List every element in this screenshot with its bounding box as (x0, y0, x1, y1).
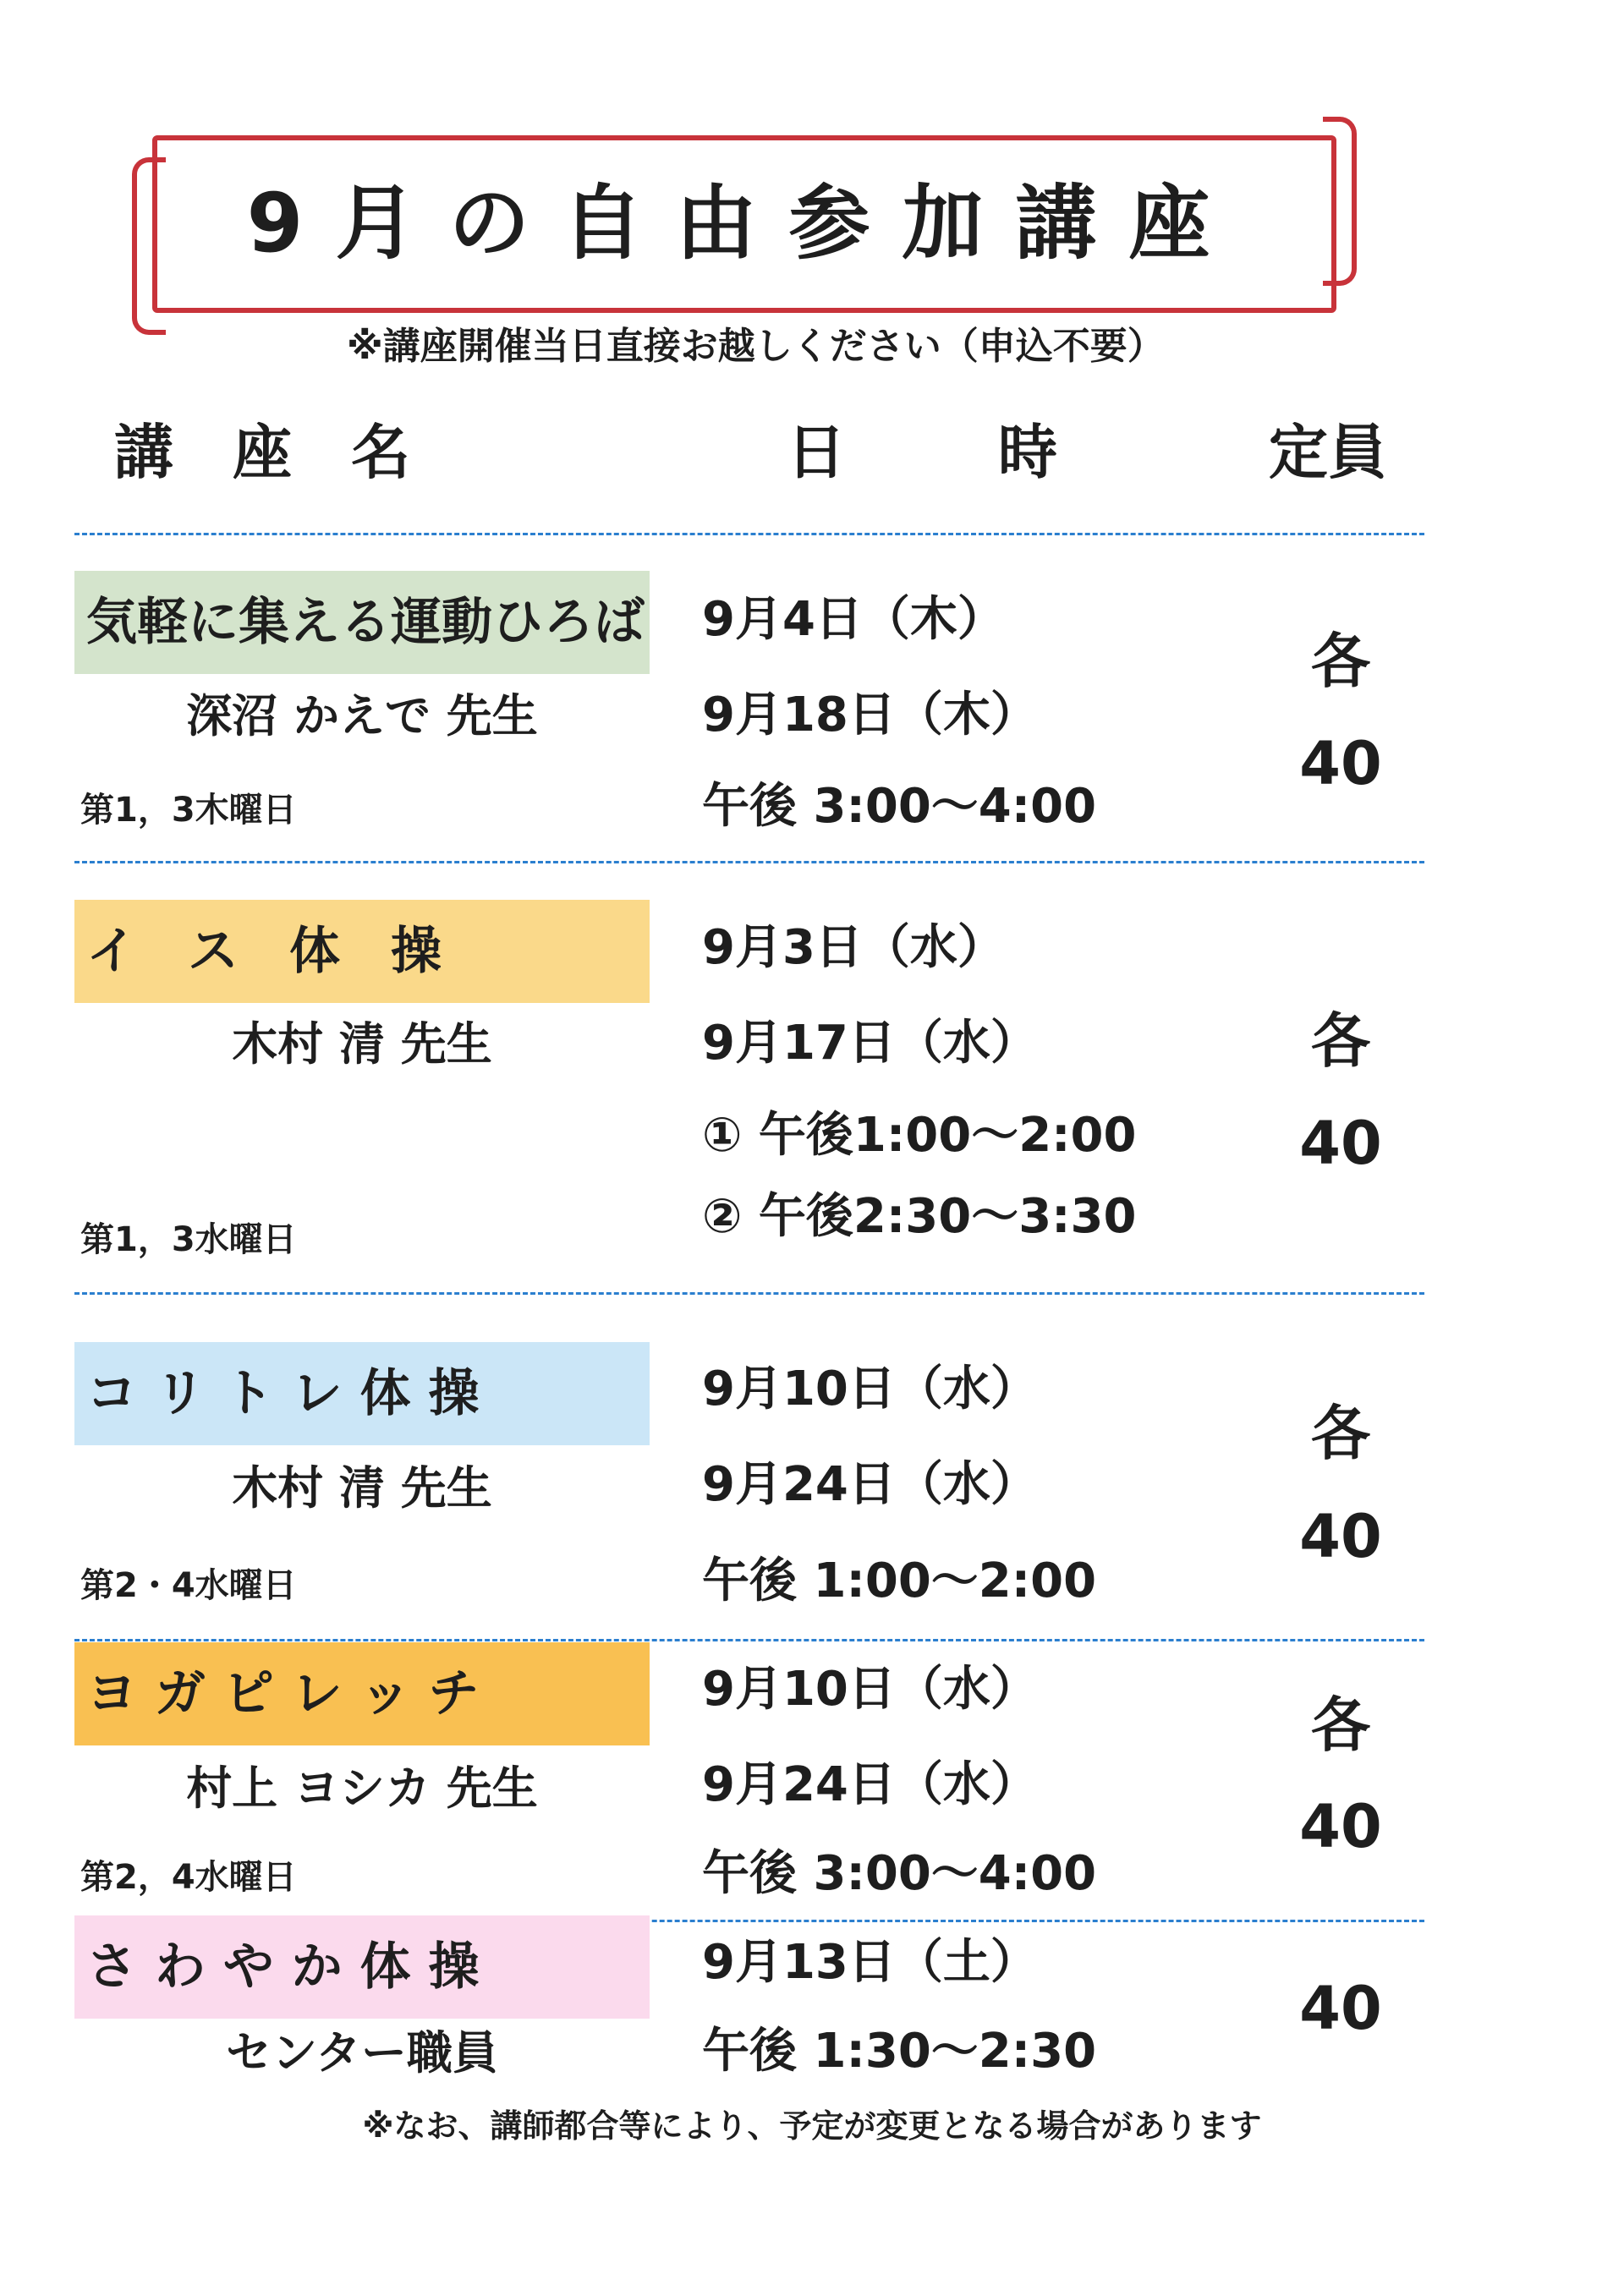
divider (74, 1639, 1424, 1641)
course-time: 午後 1:00〜2:00 (702, 1553, 1097, 1608)
teacher-name: 村上 ヨシカ 先生 (186, 1762, 538, 1815)
capacity-value: 40 (1299, 1109, 1382, 1178)
capacity-prefix: 各 (1311, 1399, 1370, 1468)
course-date: 9月24日（水） (702, 1457, 1038, 1512)
course-date: 9月18日（木） (702, 688, 1038, 743)
capacity-prefix: 各 (1311, 1690, 1370, 1760)
header-datetime: 日時 (787, 418, 1210, 487)
teacher-name: 木村 清 先生 (232, 1461, 492, 1515)
teacher-name: 木村 清 先生 (232, 1017, 492, 1071)
course-time: ② 午後2:30〜3:30 (702, 1189, 1137, 1244)
schedule-text: 第1，3木曜日 (80, 791, 297, 830)
header-course-name: 講座名 (114, 418, 469, 487)
course-date: 9月13日（土） (702, 1935, 1038, 1990)
course-time: ① 午後1:00〜2:00 (702, 1108, 1137, 1163)
page-title: 9月の自由参加講座 (246, 176, 1243, 271)
course-date: 9月3日（水） (702, 920, 1005, 975)
capacity-prefix: 各 (1311, 1006, 1370, 1076)
course-time: 午後 3:00〜4:00 (702, 1846, 1097, 1901)
capacity-value: 40 (1299, 729, 1382, 798)
course-time: 午後 3:00〜4:00 (702, 779, 1097, 834)
course-date: 9月10日（水） (702, 1362, 1038, 1417)
capacity-value: 40 (1299, 1974, 1382, 2043)
divider (74, 861, 1424, 863)
course-time: 午後 1:30〜2:30 (702, 2024, 1097, 2079)
course-name: さ わ や か 体 操 (74, 1915, 650, 2019)
header-capacity: 定員 (1269, 418, 1387, 487)
course-name: イ ス 体 操 (74, 900, 650, 1003)
footer-note: ※なお、講師都合等により、予定が変更となる場合があります (362, 2107, 1262, 2145)
schedule-text: 第2・4水曜日 (80, 1566, 297, 1605)
capacity-value: 40 (1299, 1792, 1382, 1861)
notice-text: ※講座開催当日直接お越しください（申込不要） (347, 325, 1165, 368)
teacher-name: センター職員 (226, 2026, 498, 2080)
course-name: ヨ ガ ピ レ ッ チ (74, 1642, 650, 1745)
capacity-prefix: 各 (1311, 627, 1370, 696)
capacity-value: 40 (1299, 1502, 1382, 1571)
course-name: コ リ ト レ 体 操 (74, 1342, 650, 1445)
course-date: 9月10日（水） (702, 1662, 1038, 1717)
teacher-name: 深沼 かえで 先生 (186, 689, 538, 743)
divider (74, 1292, 1424, 1295)
course-date: 9月4日（木） (702, 592, 1005, 647)
course-name: 気軽に集える運動ひろば (74, 571, 650, 674)
divider (74, 533, 1424, 535)
schedule-text: 第2，4水曜日 (80, 1858, 297, 1897)
title-banner (152, 135, 1336, 313)
course-date: 9月17日（水） (702, 1016, 1038, 1071)
schedule-text: 第1，3水曜日 (80, 1220, 297, 1259)
course-date: 9月24日（水） (702, 1757, 1038, 1812)
